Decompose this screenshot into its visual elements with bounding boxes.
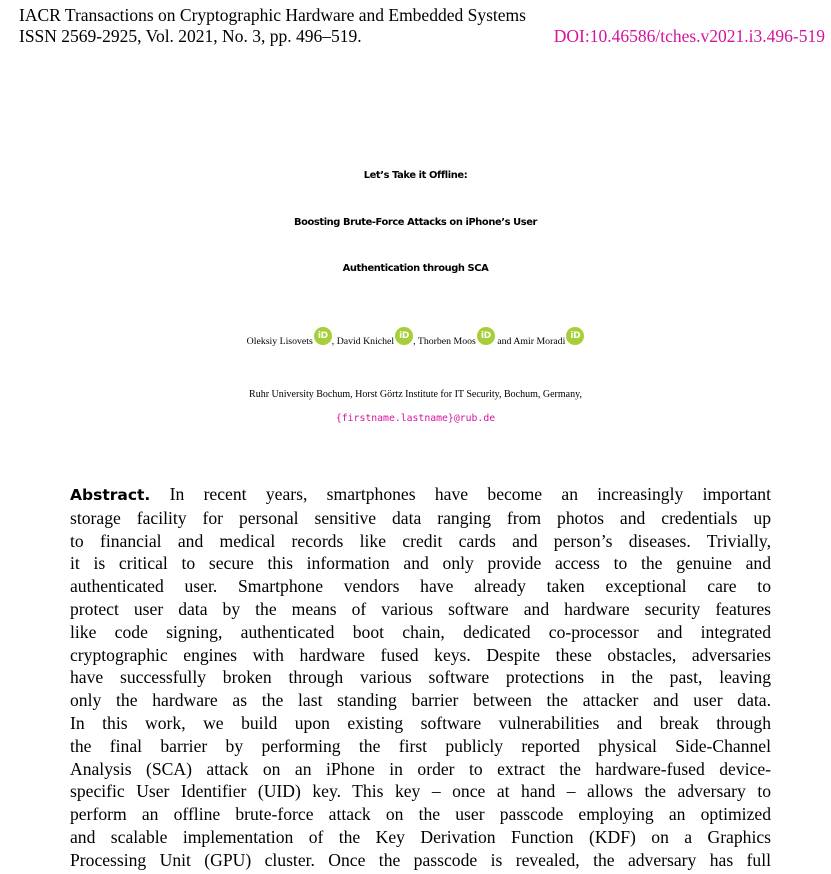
abstract-line: authenticated user. Smartphone vendors have already taken exceptional care to (70, 576, 771, 597)
orcid-icon[interactable]: iD (477, 327, 495, 345)
issn-volume: ISSN 2569-2925, Vol. 2021, No. 3, pp. 496–519. (19, 26, 362, 46)
title-line-3: Authentication through SCA (342, 263, 489, 274)
abstract-line: specific User Identifier (UID) key. This key – once at hand – allows the adversary to (70, 781, 771, 802)
abstract-line: cryptographic engines with hardware fused keys. Despite these obstacles, adversaries (70, 644, 771, 665)
orcid-icon[interactable]: iD (566, 327, 584, 345)
affiliation (0, 383, 831, 431)
abstract-line: storage facility for personal sensitive data ranging from photos and credentials up (70, 507, 771, 528)
email-link[interactable]: {firstname.lastname}@rub.de (335, 413, 496, 424)
journal-name: IACR Transactions on Cryptographic Hardware and Embedded Systems (19, 5, 526, 25)
abstract-label: Abstract. (70, 486, 151, 504)
abstract (70, 483, 771, 872)
abstract-line: like code signing, authenticated boot chain, dedicated co-processor and integrated (70, 621, 771, 642)
running-header (19, 5, 825, 47)
abstract-line: protect user data by the means of various software and hardware security features (70, 598, 771, 619)
author-separator: , (331, 336, 337, 347)
abstract-line: and scalable implementation of the Key Derivation Function (KDF) on a Graphics (70, 826, 771, 847)
title-line-2: Boosting Brute-Force Attacks on iPhone’s User (294, 216, 537, 228)
abstract-line: Analysis (SCA) attack on an iPhone in order to extract the hardware-fused device- (70, 758, 771, 779)
abstract-line: it is critical to secure this information and only provide access to the genuine and (70, 553, 771, 574)
abstract-line: Processing Unit (GPU) cluster. Once the passcode is revealed, the adversary has full (70, 849, 771, 870)
author-separator: , (413, 336, 418, 347)
abstract-line: Abstract. In recent years, smartphones have become an increasingly important (70, 484, 771, 504)
author-name: David Knichel (336, 336, 395, 347)
title-line-1: Let’s Take it Offline: (363, 170, 468, 181)
abstract-line: only the hardware as the last standing barrier between the attacker and user data. (70, 690, 771, 711)
author-name: Amir Moradi (513, 336, 566, 347)
orcid-icon[interactable]: iD (314, 327, 332, 345)
author-list (0, 327, 831, 357)
abstract-line: the final barrier by performing the first publicly reported physical Side-Channel (70, 735, 771, 756)
author-separator: and (494, 336, 514, 347)
doi-link[interactable]: DOI:10.46586/tches.v2021.i3.496-519 (553, 26, 825, 46)
abstract-line: to financial and medical records like credit cards and person’s diseases. Trivially, (70, 530, 771, 551)
affiliation-text: Ruhr University Bochum, Horst Görtz Institute for IT Security, Bochum, Germany, (249, 389, 582, 400)
abstract-line: have successfully broken through various software protections in the past, leaving (70, 667, 771, 688)
author-name: Oleksiy Lisovets (246, 336, 313, 347)
paper-title (0, 153, 831, 293)
abstract-line: perform an offline brute-force attack on the user passcode employing an optimized (70, 804, 771, 825)
author-name: Thorben Moos (417, 336, 476, 347)
abstract-line: In this work, we build upon existing software vulnerabilities and break through (70, 712, 771, 733)
orcid-icon[interactable]: iD (395, 327, 413, 345)
